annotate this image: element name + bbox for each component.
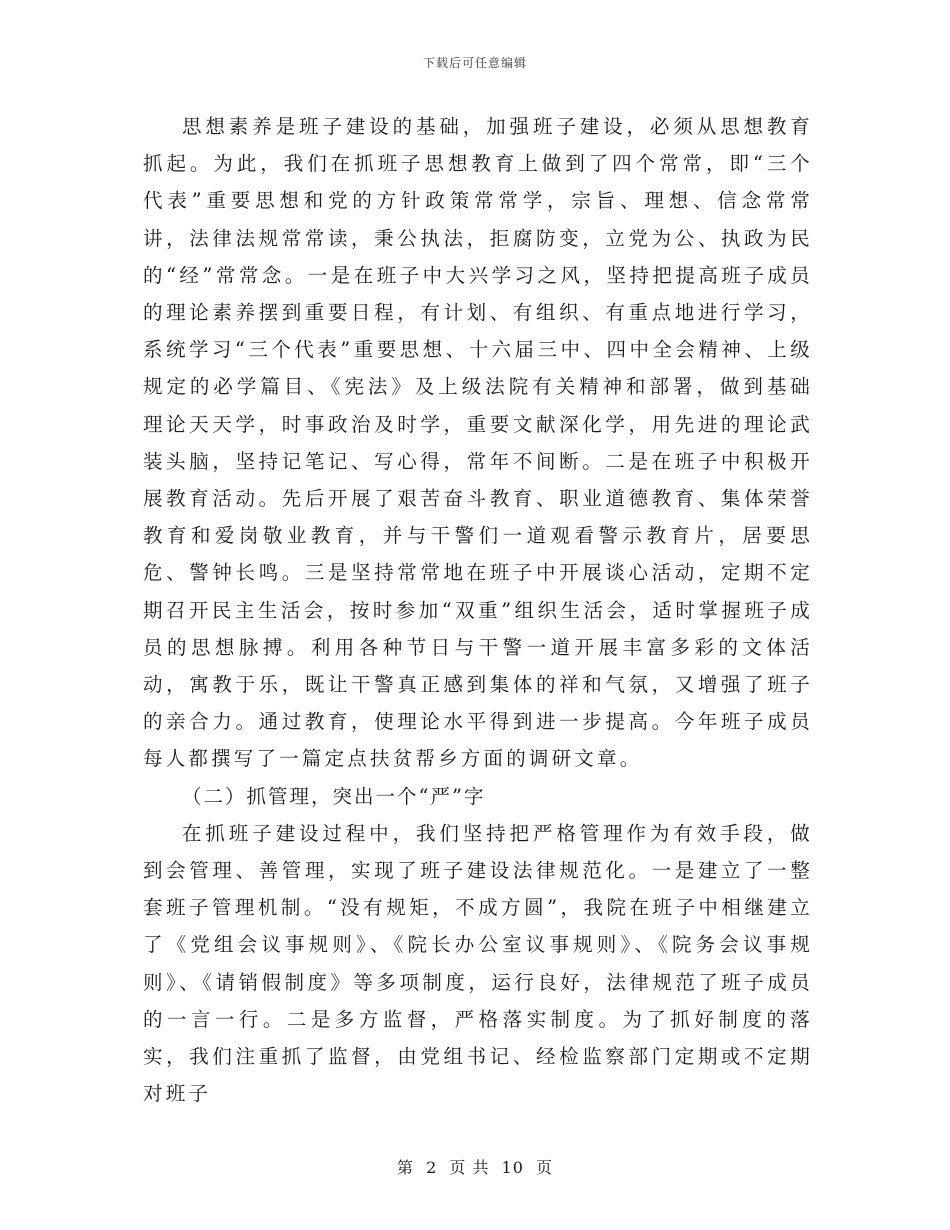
header-note: 下载后可任意编辑 (422, 56, 527, 70)
paragraph-strict-management: 在抓班子建设过程中，我们坚持把严格管理作为有效手段，做到会管理、善管理，实现了班子建设法律规范化。一是建立了一整套班子管理机制。“没有规矩，不成方圆”，我院在班子中相继建立了《党组会议事规则》、《院长办公室议事规则》、《院务会议事规则》、《请销假制度》等多项制度，运行良好，法律规范了班子成员的一言一行。二是多方监督，严格落实制度。为了抓好制度的落实，我们注重抓了监督，由党组书记、经检监察部门定期或不定期对班子 (143, 821, 813, 1106)
section-heading-management: （二）抓管理，突出一个“严”字 (182, 784, 486, 808)
footer-prefix: 第 (396, 1158, 414, 1177)
paragraph-ideology-education: 思想素养是班子建设的基础，加强班子建设，必须从思想教育抓起。为此，我们在抓班子思想教育上做到了四个常常，即“三个代表”重要思想和党的方针政策常常学，宗旨、理想、信念常常讲，法律法规常常读，秉公执法，拒腐防变，立党为公、执政为民的“经”常常念。一是在班子中大兴学习之风，坚持把提高班子成员的理论素养摆到重要日程，有计划、有组织、有重点地进行学习，系统学习“三个代表”重要思想、十六届三中、四中全会精神、上级规定的必学篇目、《宪法》及上级法院有关精神和部署，做到基础理论天天学，时事政治及时学，重要文献深化学，用先进的理论武装头脑，坚持记笔记、写心得，常年不间断。二是在班子中积极开展教育活动。先后开展了艰苦奋斗教育、职业道德教育、集体荣誉教育和爱岗敬业教育，并与干警们一道观看警示教育片，居要思危、警钟长鸣。三是坚持常常地在班子中开展谈心活动，定期不定期召开民主生活会，按时参加“双重”组织生活会，适时掌握班子成员的思想脉搏。利用各种节日与干警一道开展丰富多彩的文体活动，寓教于乐，既让干警真正感到集体的祥和气氛，又增强了班子的亲合力。通过教育，使理论水平得到进一步提高。今年班子成员每人都撰写了一篇定点扶贫帮乡方面的调研文章。 (143, 115, 813, 771)
body-text (143, 108, 813, 1112)
page-number-footer (0, 1155, 950, 1178)
footer-current-page: 2 (426, 1158, 438, 1177)
footer-suffix: 页 (536, 1158, 554, 1177)
footer-middle: 页 共 (449, 1158, 490, 1177)
footer-total-pages: 10 (501, 1158, 524, 1177)
